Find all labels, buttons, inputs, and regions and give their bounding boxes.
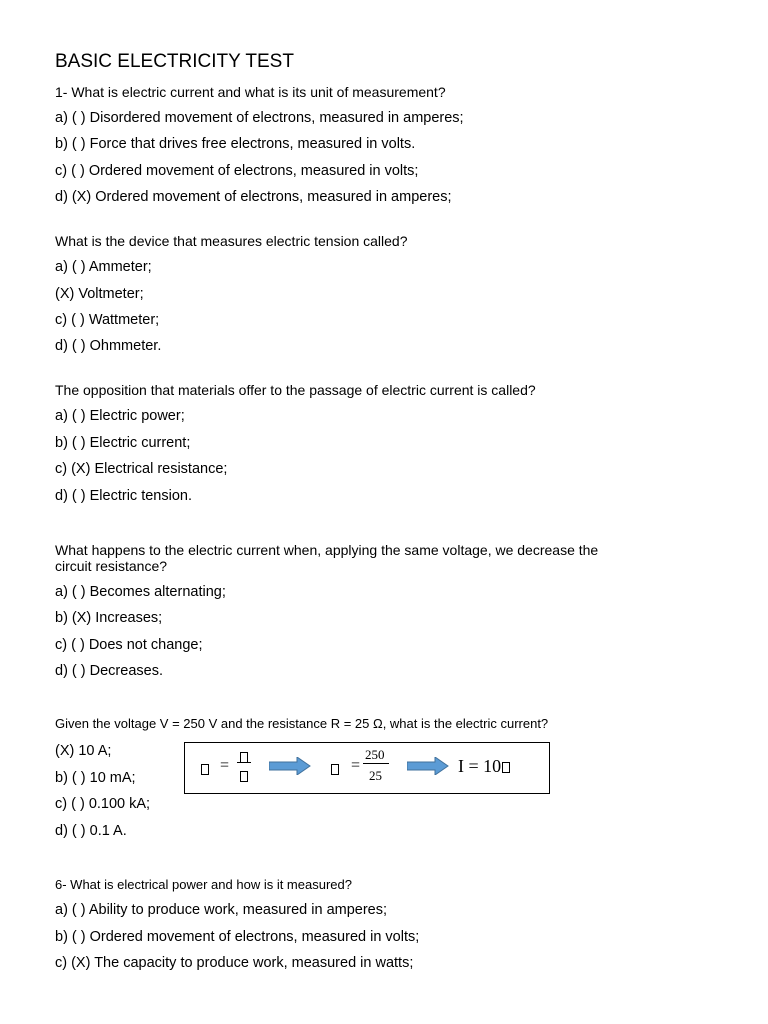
unit-glyph	[502, 762, 510, 773]
question-4-text-line-1: What happens to the electric current when, applying the same voltage, we decrease the	[55, 542, 599, 558]
question-5-option-b: b) ( ) 10 mA;	[55, 770, 136, 786]
question-4-option-d: d) ( ) Decreases.	[55, 663, 163, 679]
question-1-option-d: d) (X) Ordered movement of electrons, measured in amperes;	[55, 189, 452, 205]
fraction-numerator: 250	[365, 747, 385, 762]
question-2-option-b: (X) Voltmeter;	[55, 286, 144, 302]
question-2-text: What is the device that measures electric tension called?	[55, 233, 408, 249]
question-2-option-c: c) ( ) Wattmeter;	[55, 312, 160, 328]
question-3-option-d: d) ( ) Electric tension.	[55, 488, 192, 504]
question-6-text: 6- What is electrical power and how is it measured?	[55, 877, 352, 892]
equals-sign-1: =	[220, 757, 230, 774]
question-5-option-a: (X) 10 A;	[55, 743, 112, 759]
question-2-option-a: a) ( ) Ammeter;	[55, 259, 152, 275]
current-symbol-glyph	[201, 760, 209, 778]
voltage-symbol-glyph	[240, 748, 248, 766]
question-6-option-b: b) ( ) Ordered movement of electrons, measured in volts;	[55, 929, 420, 945]
fraction-denominator: 25	[369, 768, 382, 783]
question-5-option-c: c) ( ) 0.100 kA;	[55, 796, 151, 812]
arrow-right-icon	[269, 757, 311, 775]
resistance-symbol-glyph	[240, 767, 248, 785]
equals-sign-2: =	[351, 757, 361, 774]
question-4-text-line-2: circuit resistance?	[55, 558, 168, 574]
question-6-option-c: c) (X) The capacity to produce work, measured in watts;	[55, 955, 414, 971]
question-4-option-a: a) ( ) Becomes alternating;	[55, 584, 226, 600]
fraction-bar-2	[363, 763, 389, 764]
formula-result-text: I = 10	[458, 756, 502, 776]
arrow-right-icon-2	[407, 757, 449, 775]
question-3-option-a: a) ( ) Electric power;	[55, 408, 185, 424]
question-3-text: The opposition that materials offer to the passage of electric current is called?	[55, 382, 536, 398]
question-4-option-c: c) ( ) Does not change;	[55, 637, 203, 653]
current-symbol-glyph-2	[331, 760, 339, 778]
document-title: BASIC ELECTRICITY TEST	[55, 51, 294, 72]
formula-box	[184, 742, 550, 794]
question-1-text: 1- What is electric current and what is its unit of measurement?	[55, 84, 446, 100]
question-1-option-c: c) ( ) Ordered movement of electrons, measured in volts;	[55, 163, 419, 179]
fraction-bar-1	[237, 762, 251, 763]
question-3-option-b: b) ( ) Electric current;	[55, 435, 191, 451]
question-1-option-a: a) ( ) Disordered movement of electrons, measured in amperes;	[55, 110, 464, 126]
question-6-option-a: a) ( ) Ability to produce work, measured in amperes;	[55, 902, 388, 918]
question-2-option-d: d) ( ) Ohmmeter.	[55, 338, 162, 354]
question-5-text: Given the voltage V = 250 V and the resistance R = 25 Ω, what is the electric current?	[55, 716, 549, 731]
question-3-option-c: c) (X) Electrical resistance;	[55, 461, 228, 477]
question-4-option-b: b) (X) Increases;	[55, 610, 163, 626]
question-1-option-b: b) ( ) Force that drives free electrons, measured in volts.	[55, 136, 416, 152]
formula-result	[458, 756, 510, 777]
question-5-option-d: d) ( ) 0.1 A.	[55, 823, 127, 839]
